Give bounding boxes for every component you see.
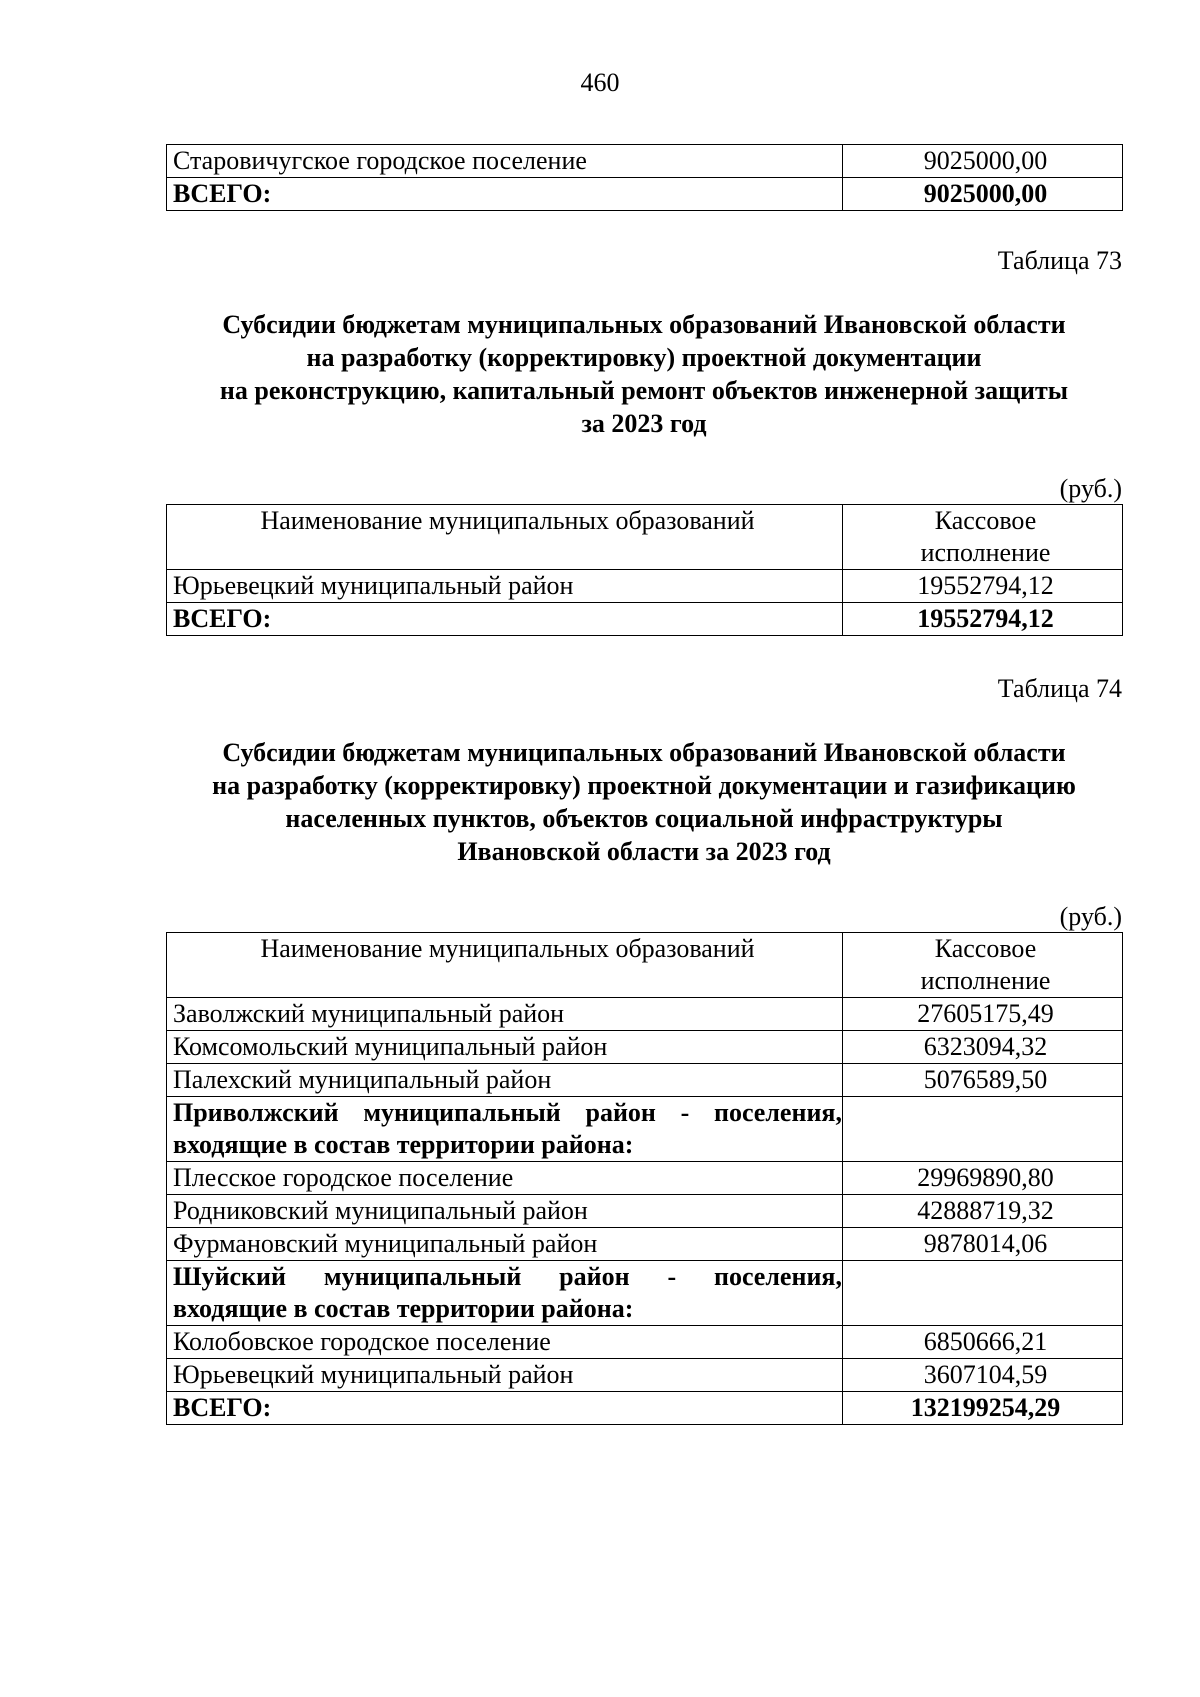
table-row xyxy=(167,998,1123,1031)
title-line: Субсидии бюджетам муниципальных образований Ивановской области xyxy=(222,738,1066,767)
table-row xyxy=(167,1162,1123,1195)
group-heading-line: входящие в состав территории района: xyxy=(173,1294,634,1323)
row-name: Палехский муниципальный район xyxy=(167,1064,843,1097)
row-value: 6850666,21 xyxy=(843,1326,1123,1359)
header-value xyxy=(843,933,1123,998)
total-label: ВСЕГО: xyxy=(167,1392,843,1425)
unit-label: (руб.) xyxy=(1059,902,1122,931)
total-label: ВСЕГО: xyxy=(167,178,843,211)
row-name: Колобовское городское поселение xyxy=(167,1326,843,1359)
group-row xyxy=(167,1097,1123,1162)
header-value-line: Кассовое xyxy=(934,506,1037,535)
row-value: 6323094,32 xyxy=(843,1031,1123,1064)
table-row xyxy=(167,1326,1123,1359)
title-line: на разработку (корректировку) проектной документации и газификацию xyxy=(212,771,1076,800)
table-73-label: Таблица 73 xyxy=(997,246,1122,275)
table-74 xyxy=(166,932,1123,1425)
header-row xyxy=(167,933,1123,998)
header-value-line: исполнение xyxy=(920,538,1051,567)
row-name: Юрьевецкий муниципальный район xyxy=(167,1359,843,1392)
header-row xyxy=(167,505,1123,570)
table-row xyxy=(167,570,1123,603)
group-heading-line: входящие в состав территории района: xyxy=(173,1130,634,1159)
total-label: ВСЕГО: xyxy=(167,603,843,636)
group-value xyxy=(843,1261,1123,1326)
table-74-label: Таблица 74 xyxy=(997,674,1122,703)
group-heading xyxy=(167,1097,843,1162)
row-value: 27605175,49 xyxy=(843,998,1123,1031)
table-73 xyxy=(166,504,1123,636)
row-value: 9025000,00 xyxy=(843,145,1123,178)
page-number: 460 xyxy=(580,68,620,97)
title-line: Субсидии бюджетам муниципальных образований Ивановской области xyxy=(222,310,1066,339)
title-line: населенных пунктов, объектов социальной инфраструктуры xyxy=(285,804,1003,833)
row-value: 5076589,50 xyxy=(843,1064,1123,1097)
table-row xyxy=(167,1195,1123,1228)
table-row xyxy=(167,1359,1123,1392)
row-value: 42888719,32 xyxy=(843,1195,1123,1228)
table-row xyxy=(167,1031,1123,1064)
group-heading-line: Приволжский муниципальный район - поселения, xyxy=(173,1098,842,1127)
group-value xyxy=(843,1097,1123,1162)
row-name: Старовичугское городское поселение xyxy=(167,145,843,178)
header-value-line: исполнение xyxy=(920,966,1051,995)
row-name: Плесское городское поселение xyxy=(167,1162,843,1195)
carry-over-table xyxy=(166,144,1123,211)
header-value-line: Кассовое xyxy=(934,934,1037,963)
table-73-title xyxy=(166,308,1122,440)
total-value: 132199254,29 xyxy=(843,1392,1123,1425)
row-value: 3607104,59 xyxy=(843,1359,1123,1392)
header-name: Наименование муниципальных образований xyxy=(167,933,843,998)
row-name: Заволжский муниципальный район xyxy=(167,998,843,1031)
row-name: Комсомольский муниципальный район xyxy=(167,1031,843,1064)
unit-label: (руб.) xyxy=(1059,474,1122,503)
title-line: на разработку (корректировку) проектной документации xyxy=(306,343,982,372)
total-row xyxy=(167,178,1123,211)
row-value: 29969890,80 xyxy=(843,1162,1123,1195)
total-value: 19552794,12 xyxy=(843,603,1123,636)
total-row xyxy=(167,1392,1123,1425)
row-name: Фурмановский муниципальный район xyxy=(167,1228,843,1261)
table-74-title xyxy=(166,736,1122,868)
title-line: Ивановской области за 2023 год xyxy=(457,837,831,866)
row-value: 9878014,06 xyxy=(843,1228,1123,1261)
title-line: за 2023 год xyxy=(581,409,707,438)
row-name: Родниковский муниципальный район xyxy=(167,1195,843,1228)
group-heading-line: Шуйский муниципальный район - поселения, xyxy=(173,1262,842,1291)
row-name: Юрьевецкий муниципальный район xyxy=(167,570,843,603)
row-value: 19552794,12 xyxy=(843,570,1123,603)
header-name: Наименование муниципальных образований xyxy=(167,505,843,570)
group-heading xyxy=(167,1261,843,1326)
group-row xyxy=(167,1261,1123,1326)
total-value: 9025000,00 xyxy=(843,178,1123,211)
table-row xyxy=(167,145,1123,178)
header-value xyxy=(843,505,1123,570)
title-line: на реконструкцию, капитальный ремонт объектов инженерной защиты xyxy=(219,376,1069,405)
table-row xyxy=(167,1064,1123,1097)
table-row xyxy=(167,1228,1123,1261)
total-row xyxy=(167,603,1123,636)
